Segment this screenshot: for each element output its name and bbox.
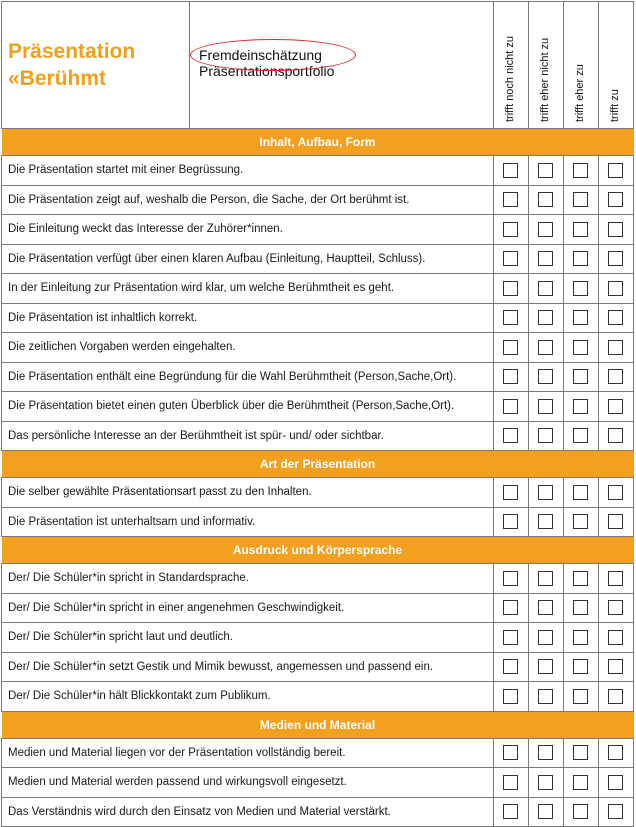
criterion-label: Die Präsentation ist unterhaltsam und informativ. — [2, 507, 494, 537]
rating-checkbox[interactable] — [503, 689, 518, 704]
rating-checkbox[interactable] — [573, 630, 588, 645]
rating-checkbox[interactable] — [608, 222, 623, 237]
rating-checkbox[interactable] — [503, 804, 518, 819]
criterion-label: Die Präsentation enthält eine Begründung für die Wahl Berühmtheit (Person,Sache,Ort). — [2, 362, 494, 392]
column-label: trifft eher zu — [573, 64, 586, 122]
criterion-row — [2, 507, 634, 537]
rating-cell — [528, 652, 563, 682]
rating-cell — [528, 274, 563, 304]
rating-cell — [493, 215, 528, 245]
rating-cell — [528, 215, 563, 245]
criterion-row — [2, 738, 634, 768]
rating-checkbox[interactable] — [538, 571, 553, 586]
rating-checkbox[interactable] — [538, 600, 553, 615]
criterion-label: Medien und Material werden passend und wirkungsvoll eingesetzt. — [2, 768, 494, 798]
rating-cell — [493, 392, 528, 422]
rating-cell — [493, 362, 528, 392]
rating-cell — [528, 768, 563, 798]
rating-cell — [493, 797, 528, 827]
form-header — [2, 2, 634, 129]
rating-checkbox[interactable] — [503, 222, 518, 237]
criterion-row — [2, 333, 634, 363]
column-label: trifft eher nicht zu — [538, 37, 551, 122]
rating-checkbox[interactable] — [573, 428, 588, 443]
criterion-row — [2, 593, 634, 623]
rating-checkbox[interactable] — [608, 600, 623, 615]
rating-cell — [598, 362, 633, 392]
rating-checkbox[interactable] — [573, 600, 588, 615]
rating-cell — [528, 362, 563, 392]
rating-cell — [563, 797, 598, 827]
rating-checkbox[interactable] — [538, 428, 553, 443]
rating-cell — [598, 507, 633, 537]
rating-checkbox[interactable] — [538, 514, 553, 529]
criterion-row — [2, 156, 634, 186]
criterion-label: In der Einleitung zur Präsentation wird klar, um welche Berühmtheit es geht. — [2, 274, 494, 304]
rating-checkbox[interactable] — [573, 310, 588, 325]
rating-cell — [493, 274, 528, 304]
column-header-3 — [563, 2, 598, 129]
rating-checkbox[interactable] — [503, 659, 518, 674]
rating-cell — [528, 593, 563, 623]
rating-checkbox[interactable] — [573, 689, 588, 704]
form-title — [2, 2, 190, 128]
column-label: trifft zu — [608, 89, 621, 122]
criterion-row — [2, 244, 634, 274]
section-header — [2, 451, 634, 478]
rating-cell — [598, 185, 633, 215]
rating-cell — [493, 303, 528, 333]
criterion-row — [2, 274, 634, 304]
rating-checkbox[interactable] — [608, 775, 623, 790]
rating-cell — [563, 682, 598, 712]
column-label: trifft noch nicht zu — [503, 35, 516, 122]
criterion-label: Der/ Die Schüler*in setzt Gestik und Mimik bewusst, angemessen und passend ein. — [2, 652, 494, 682]
rating-checkbox[interactable] — [608, 399, 623, 414]
rating-checkbox[interactable] — [608, 281, 623, 296]
rating-checkbox[interactable] — [608, 369, 623, 384]
rating-checkbox[interactable] — [538, 340, 553, 355]
rating-checkbox[interactable] — [608, 310, 623, 325]
rating-checkbox[interactable] — [503, 369, 518, 384]
criterion-label: Der/ Die Schüler*in spricht laut und deutlich. — [2, 623, 494, 653]
criterion-row — [2, 682, 634, 712]
criterion-label: Das Verständnis wird durch den Einsatz von Medien und Material verstärkt. — [2, 797, 494, 827]
rating-checkbox[interactable] — [503, 775, 518, 790]
title-line-1: Präsentation — [8, 40, 136, 63]
section-header — [2, 537, 634, 564]
rating-checkbox[interactable] — [573, 281, 588, 296]
rating-cell — [493, 768, 528, 798]
rating-cell — [528, 156, 563, 186]
rating-cell — [528, 623, 563, 653]
rating-cell — [598, 768, 633, 798]
rating-checkbox[interactable] — [503, 251, 518, 266]
criterion-label: Der/ Die Schüler*in hält Blickkontakt zum Publikum. — [2, 682, 494, 712]
rating-checkbox[interactable] — [608, 689, 623, 704]
rating-checkbox[interactable] — [573, 192, 588, 207]
rating-cell — [563, 392, 598, 422]
rating-cell — [493, 156, 528, 186]
rating-checkbox[interactable] — [538, 369, 553, 384]
rating-cell — [493, 333, 528, 363]
assessment-form — [1, 1, 634, 827]
rating-cell — [528, 185, 563, 215]
rating-cell — [563, 215, 598, 245]
criterion-label: Die Einleitung weckt das Interesse der Zuhörer*innen. — [2, 215, 494, 245]
rating-cell — [528, 564, 563, 594]
rating-checkbox[interactable] — [608, 428, 623, 443]
rating-cell — [493, 738, 528, 768]
rating-cell — [598, 215, 633, 245]
rating-cell — [598, 593, 633, 623]
rating-checkbox[interactable] — [503, 514, 518, 529]
criterion-row — [2, 215, 634, 245]
rating-cell — [598, 303, 633, 333]
rating-checkbox[interactable] — [573, 399, 588, 414]
rating-cell — [528, 738, 563, 768]
rating-checkbox[interactable] — [608, 804, 623, 819]
column-header-1 — [493, 2, 528, 129]
rating-cell — [563, 623, 598, 653]
criterion-row — [2, 768, 634, 798]
rating-cell — [563, 564, 598, 594]
rating-cell — [528, 797, 563, 827]
criterion-row — [2, 185, 634, 215]
rating-cell — [563, 185, 598, 215]
rating-cell — [598, 392, 633, 422]
rating-checkbox[interactable] — [538, 804, 553, 819]
rating-cell — [563, 738, 598, 768]
column-header-4 — [598, 2, 633, 129]
rating-cell — [493, 244, 528, 274]
rating-cell — [493, 185, 528, 215]
rating-checkbox[interactable] — [538, 399, 553, 414]
rating-checkbox[interactable] — [608, 571, 623, 586]
rating-checkbox[interactable] — [503, 192, 518, 207]
section-title: Medien und Material — [2, 711, 634, 738]
rating-cell — [563, 244, 598, 274]
rating-cell — [598, 652, 633, 682]
highlight-oval — [190, 39, 356, 71]
rating-cell — [598, 478, 633, 508]
rating-checkbox[interactable] — [573, 369, 588, 384]
criterion-row — [2, 623, 634, 653]
rating-checkbox[interactable] — [503, 310, 518, 325]
rating-checkbox[interactable] — [503, 281, 518, 296]
rating-checkbox[interactable] — [503, 485, 518, 500]
criterion-label: Die Präsentation verfügt über einen klaren Aufbau (Einleitung, Hauptteil, Schluss). — [2, 244, 494, 274]
section-title: Inhalt, Aufbau, Form — [2, 129, 634, 156]
criterion-label: Die Präsentation ist inhaltlich korrekt. — [2, 303, 494, 333]
rating-cell — [598, 421, 633, 451]
rating-checkbox[interactable] — [608, 192, 623, 207]
criterion-row — [2, 392, 634, 422]
rating-checkbox[interactable] — [573, 514, 588, 529]
rating-cell — [563, 593, 598, 623]
rating-checkbox[interactable] — [573, 163, 588, 178]
rating-cell — [563, 156, 598, 186]
rating-cell — [598, 797, 633, 827]
criterion-row — [2, 652, 634, 682]
rating-checkbox[interactable] — [608, 745, 623, 760]
rating-cell — [598, 274, 633, 304]
rating-cell — [598, 623, 633, 653]
rating-cell — [598, 333, 633, 363]
rating-cell — [598, 682, 633, 712]
criterion-label: Der/ Die Schüler*in spricht in einer angenehmen Geschwindigkeit. — [2, 593, 494, 623]
rating-checkbox[interactable] — [538, 310, 553, 325]
column-header-2 — [528, 2, 563, 129]
rating-cell — [563, 768, 598, 798]
criterion-row — [2, 303, 634, 333]
rating-checkbox[interactable] — [538, 775, 553, 790]
title-line-2: «Berühmt — [8, 67, 107, 90]
section-title: Art der Präsentation — [2, 451, 634, 478]
rating-checkbox[interactable] — [538, 745, 553, 760]
section-header — [2, 711, 634, 738]
rating-checkbox[interactable] — [538, 163, 553, 178]
rating-cell — [563, 274, 598, 304]
rating-cell — [493, 478, 528, 508]
criterion-label: Die Präsentation bietet einen guten Überblick über die Berühmtheit (Person,Sache,Ort). — [2, 392, 494, 422]
rating-cell — [528, 478, 563, 508]
portfolio-label: Präsentationsportfolio — [199, 63, 335, 79]
rating-cell — [493, 421, 528, 451]
assessment-type: Fremdeinschätzung — [199, 47, 322, 63]
rating-checkbox[interactable] — [503, 428, 518, 443]
criterion-label: Die selber gewählte Präsentationsart passt zu den Inhalten. — [2, 478, 494, 508]
rating-checkbox[interactable] — [608, 163, 623, 178]
rating-checkbox[interactable] — [503, 399, 518, 414]
criterion-row — [2, 362, 634, 392]
rating-cell — [493, 507, 528, 537]
rating-cell — [563, 507, 598, 537]
rating-checkbox[interactable] — [608, 251, 623, 266]
rating-checkbox[interactable] — [573, 251, 588, 266]
assessment-type-block — [190, 2, 334, 128]
rating-cell — [493, 623, 528, 653]
rating-checkbox[interactable] — [573, 571, 588, 586]
rating-cell — [563, 652, 598, 682]
rating-checkbox[interactable] — [608, 514, 623, 529]
rating-checkbox[interactable] — [573, 745, 588, 760]
criterion-row — [2, 421, 634, 451]
rating-cell — [528, 421, 563, 451]
rating-checkbox[interactable] — [538, 251, 553, 266]
criterion-label: Die zeitlichen Vorgaben werden eingehalten. — [2, 333, 494, 363]
criterion-label: Die Präsentation startet mit einer Begrüssung. — [2, 156, 494, 186]
rating-cell — [528, 392, 563, 422]
rating-cell — [493, 564, 528, 594]
rating-checkbox[interactable] — [538, 192, 553, 207]
rating-checkbox[interactable] — [503, 340, 518, 355]
rating-cell — [563, 478, 598, 508]
rating-checkbox[interactable] — [573, 659, 588, 674]
rating-checkbox[interactable] — [573, 804, 588, 819]
rating-cell — [598, 244, 633, 274]
rating-cell — [563, 362, 598, 392]
rating-cell — [528, 682, 563, 712]
rating-cell — [493, 682, 528, 712]
rating-checkbox[interactable] — [538, 659, 553, 674]
criterion-label: Die Präsentation zeigt auf, weshalb die Person, die Sache, der Ort berühmt ist. — [2, 185, 494, 215]
rating-checkbox[interactable] — [538, 222, 553, 237]
rating-checkbox[interactable] — [538, 689, 553, 704]
rating-cell — [493, 652, 528, 682]
rating-checkbox[interactable] — [608, 659, 623, 674]
rating-checkbox[interactable] — [503, 600, 518, 615]
rating-checkbox[interactable] — [503, 745, 518, 760]
rating-checkbox[interactable] — [538, 281, 553, 296]
rating-cell — [528, 244, 563, 274]
rating-checkbox[interactable] — [608, 630, 623, 645]
rating-cell — [563, 333, 598, 363]
rating-cell — [528, 507, 563, 537]
rating-cell — [528, 333, 563, 363]
rating-cell — [493, 593, 528, 623]
rating-checkbox[interactable] — [503, 571, 518, 586]
rating-cell — [598, 738, 633, 768]
rating-cell — [598, 564, 633, 594]
rating-checkbox[interactable] — [538, 630, 553, 645]
rating-cell — [563, 303, 598, 333]
rating-checkbox[interactable] — [573, 222, 588, 237]
rating-checkbox[interactable] — [573, 485, 588, 500]
section-title: Ausdruck und Körpersprache — [2, 537, 634, 564]
rating-checkbox[interactable] — [608, 340, 623, 355]
rating-cell — [528, 303, 563, 333]
criterion-label: Medien und Material liegen vor der Präsentation vollständig bereit. — [2, 738, 494, 768]
rating-checkbox[interactable] — [573, 775, 588, 790]
rating-checkbox[interactable] — [503, 630, 518, 645]
criterion-label: Das persönliche Interesse an der Berühmtheit ist spür- und/ oder sichtbar. — [2, 421, 494, 451]
rating-checkbox[interactable] — [608, 485, 623, 500]
rating-checkbox[interactable] — [573, 340, 588, 355]
rating-checkbox[interactable] — [538, 485, 553, 500]
criterion-row — [2, 797, 634, 827]
rating-cell — [598, 156, 633, 186]
section-header — [2, 129, 634, 156]
criterion-row — [2, 564, 634, 594]
criterion-label: Der/ Die Schüler*in spricht in Standardsprache. — [2, 564, 494, 594]
title-cell — [2, 2, 494, 129]
rating-checkbox[interactable] — [503, 163, 518, 178]
criterion-row — [2, 478, 634, 508]
rating-cell — [563, 421, 598, 451]
